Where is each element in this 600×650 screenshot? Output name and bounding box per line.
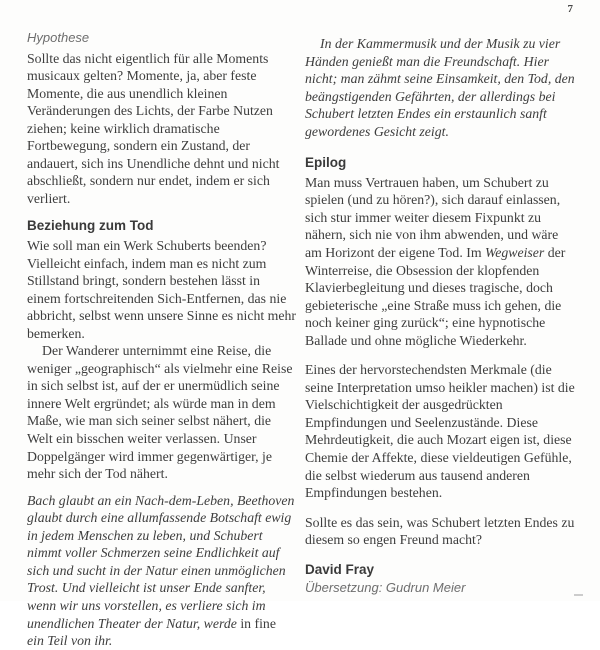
epilog-run-3: der Winterreise, die Obsession der klopfenden Klavierbegleitung und dieses tragische, doch gebieterische „eine Straße muss ich gehen, die noch keiner ging zurück“; eine hypnotische Ballade und ohne mögliche Wiederkehr. bbox=[305, 245, 566, 348]
right-column bbox=[305, 29, 578, 597]
paragraph-kammermusik: In der Kammermusik und der Musik zu vier Händen genießt man die Freundschaft. Hier nicht; man zähmt seine Einsamkeit, den Tod, den beängstigenden Gefährten, der allerdings bei Schubert letzten Endes ein erstaunlich sanft gewordenes Gesicht zeigt. bbox=[305, 36, 575, 139]
paragraph-beziehung-2: Der Wanderer unternimmt eine Reise, die weniger „geographisch“ als vielmehr eine Reise in sich selbst ist, auf der er unermüdlich seine innere Welt ergründet; als würde man in dem Maße, wie man sich seiner selbst nähert, die Welt ein bisschen weiter verlassen. Unser Doppelgänger wird immer gegenwärtiger, je mehr sich der Tod nähert. bbox=[27, 343, 293, 482]
epilog-run-1: Man muss Vertrauen haben, um Schubert zu spielen (und zu hören?), sich darauf einlassen, sich stur immer weiter diesem Fixpunkt zu nähern, sich nie von ihm abwenden, und wäre am Horizont der eigene Tod. Im bbox=[305, 174, 561, 261]
translation-credit: Übersetzung: Gudrun Meier bbox=[305, 580, 466, 596]
paragraph-bach-quote bbox=[27, 492, 296, 650]
scan-artifact-mark bbox=[574, 594, 583, 596]
heading-hypothese: Hypothese bbox=[27, 30, 90, 45]
paragraph-epilog bbox=[305, 174, 578, 349]
paragraph-beziehung-1: Wie soll man ein Werk Schuberts beenden? Vielleicht einfach, indem man es nicht zum Stillstand bringt, sondern bestehen lässt in einem fortschreitenden Sich-Entfernen, das nie abbricht, selbst wenn unsere Sinne es nicht mehr bemerken. bbox=[27, 238, 296, 341]
epilog-run-wegweiser: Wegweiser bbox=[485, 245, 545, 261]
page-number: 7 bbox=[567, 3, 573, 15]
paragraph-hypothese: Sollte das nicht eigentlich für alle Moments musicaux gelten? Momente, ja, aber feste Momente, die aus unendlich kleinen Veränderungen des Lichts, der Farbe Nutzen ziehen; keine wirklich dramatische Fortbewegung, sondern ein Zustand, der andauert, sich ins Unendliche dehnt und nicht abschließt, sondern nur endet, indem er sich verliert. bbox=[27, 50, 280, 206]
paragraph-merkmale: Eines der hervorstechendsten Merkmale (die seine Interpretation umso heikler machen) ist die Vielschichtigkeit der ausgedrückten Empfindungen und Seelenzustände. Diese Mehrdeutigkeit, die auch Mozart eigen ist, diese Chemie der Affekte, diese vieldeutigen Gefühle, die selbst wiederum aus tausend anderen Empfindungen bestehen. bbox=[305, 362, 575, 501]
paragraph-frage: Sollte es das sein, was Schubert letzten Endes zu diesem so engen Freund macht? bbox=[305, 514, 575, 548]
bach-quote-run-in-fine: in fine bbox=[240, 615, 276, 631]
bach-quote-run-3: ein Teil von ihr. bbox=[27, 633, 113, 649]
author-name: David Fray bbox=[305, 561, 375, 577]
heading-beziehung-zum-tod: Beziehung zum Tod bbox=[27, 218, 154, 234]
left-column bbox=[27, 29, 296, 650]
heading-epilog: Epilog bbox=[305, 155, 347, 171]
bach-quote-run-1: Bach glaubt an ein Nach-dem-Leben, Beethoven glaubt durch eine allumfassende Botschaft ewig in jedem Menschen zu leben, und Schubert nimmt voller Schmerzen seine Endlichkeit auf sich und sucht in der Natur einen unmöglichen Trost. Und vielleicht ist unser Ende sanfter, wenn wir uns vorstellen, es verliere sich im unendlichen Theater der Natur, werde bbox=[27, 492, 295, 631]
